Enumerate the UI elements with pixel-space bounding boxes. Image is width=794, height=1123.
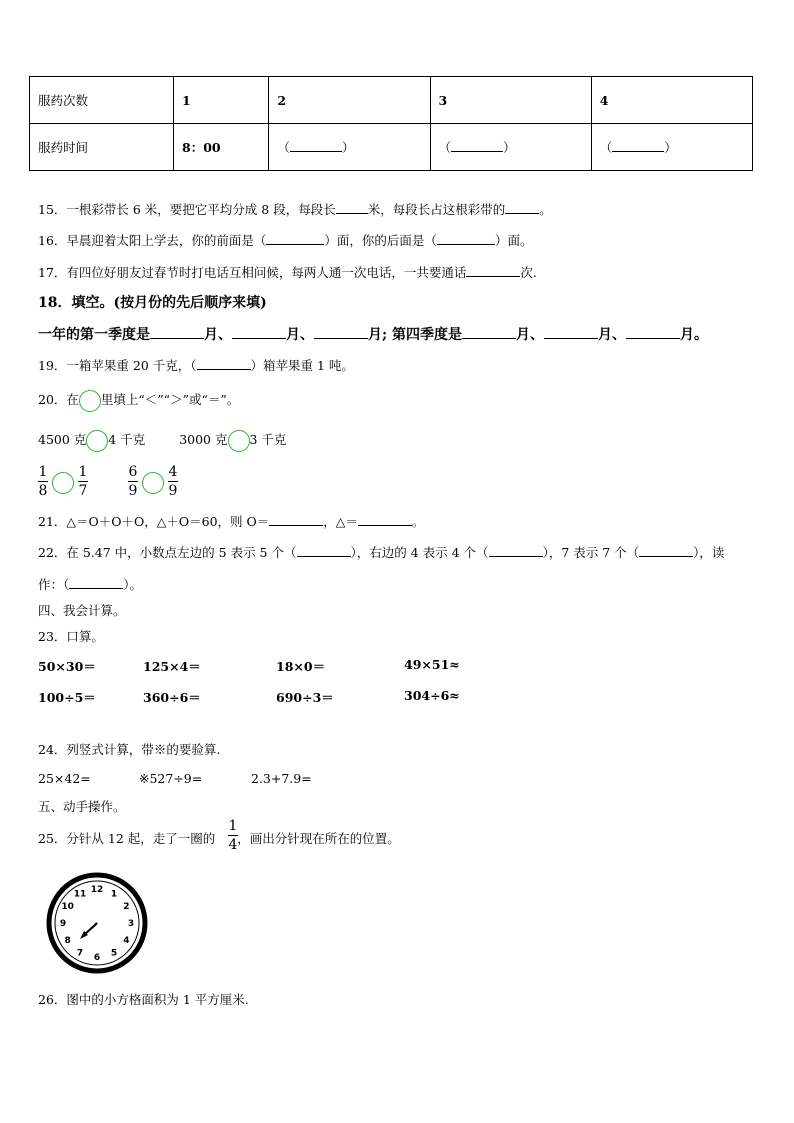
question-24-title: 24．列竖式计算，带※的要验算. [38,742,221,757]
compare-circle[interactable] [79,390,101,412]
answer-blank[interactable] [336,203,368,214]
calc-item: 50×30＝ [38,659,96,674]
table-cell: 8：00 [174,124,269,171]
answer-blank[interactable] [462,328,516,339]
table-cell: 2 [269,77,430,124]
answer-blank[interactable] [69,578,123,589]
answer-blank[interactable] [297,546,351,557]
question-17: 17．有四位好朋友过春节时打电话互相问候，每两人通一次电话，一共要通话 次. [38,265,537,280]
clock-face-icon [44,871,150,975]
section-heading: 五、动手操作。 [38,799,126,814]
calc-item: ※527÷9= [139,771,203,786]
fraction: 1 8 [38,464,48,499]
calc-item: 18×0＝ [276,659,326,674]
clock-number: 11 [73,889,87,900]
answer-blank[interactable] [626,328,680,339]
fraction: 6 9 [128,464,138,499]
answer-blank[interactable] [489,546,543,557]
question-16: 16．早晨迎着太阳上学去，你的前面是（ ）面，你的后面是（ ）面。 [38,233,533,248]
section-heading: 四、我会计算。 [38,603,126,618]
fraction: 4 9 [168,464,178,499]
clock-number: 10 [61,902,74,912]
answer-blank[interactable] [314,328,368,339]
table-row [30,124,753,171]
fraction: 1 4 [228,818,238,853]
calc-item: 25×42= [38,771,91,786]
calc-item: 125×4＝ [143,659,201,674]
clock-number: 4 [123,936,130,946]
clock-number: 9 [59,919,67,929]
answer-blank[interactable] [466,266,520,277]
calc-item: 690÷3＝ [276,690,334,705]
question-22-cont: 作：（ ）。 [38,577,143,592]
calc-item: 2.3+7.9= [251,771,312,786]
table-cell-blank[interactable]: （ ） [269,124,430,171]
table-cell: 3 [430,77,591,124]
question-20: 20．在 里填上“＜”“＞”或“＝”。 [38,388,239,412]
fraction: 1 7 [78,464,88,499]
table-cell-blank[interactable]: （ ） [430,124,591,171]
clock-number: 6 [93,953,101,963]
answer-blank[interactable] [266,234,324,245]
question-15: 15．一根彩带长 6 米，要把它平均分成 8 段，每段长 米，每段长占这根彩带的 。 [38,202,552,217]
calc-item: 100÷5＝ [38,690,96,705]
answer-blank[interactable] [639,546,693,557]
table-row [30,77,753,124]
compare-circle[interactable] [228,430,250,452]
question-25: 25．分针从 12 起，走了一圈的 ，画出分针现在所在的位置。 [38,831,400,846]
question-18-line: 一年的第一季度是 月、 月、 月; 第四季度是 月、 月、 月。 [38,327,709,343]
table-cell-blank[interactable]: （ ） [591,124,752,171]
question-21: 21．△＝O＋O＋O，△＋O＝60，则 O＝ ，△＝ 。 [38,514,425,529]
compare-circle[interactable] [142,472,164,494]
question-22: 22．在 5.47 中，小数点左边的 5 表示 5 个（ ），右边的 4 表示 4 个（ ），7 表示 7 个（ ），读 [38,545,725,560]
question-19: 19．一箱苹果重 20 千克，（ ）箱苹果重 1 吨。 [38,358,354,373]
table-cell: 服药次数 [30,77,174,124]
table-cell: 服药时间 [30,124,174,171]
compare-circle[interactable] [52,472,74,494]
clock-number: 12 [90,885,104,895]
answer-blank[interactable] [544,328,598,339]
clock-number: 2 [123,902,130,912]
answer-blank[interactable] [437,234,495,245]
answer-blank[interactable] [150,328,204,339]
clock-number: 8 [64,936,71,946]
answer-blank[interactable] [505,203,539,214]
question-18-title: 18．填空。(按月份的先后顺序来填) [38,295,267,311]
calc-item: 49×51≈ [404,657,460,672]
calc-item: 360÷6＝ [143,690,201,705]
answer-blank[interactable] [269,515,323,526]
question-26: 26．图中的小方格面积为 1 平方厘米. [38,992,249,1007]
answer-blank[interactable] [358,515,412,526]
clock-number: 1 [110,889,118,900]
answer-blank[interactable] [197,359,251,370]
question-20-row1: 4500 克 4 千克 3000 克 3 千克 [38,428,286,452]
clock-number: 3 [127,919,135,929]
compare-circle[interactable] [86,430,108,452]
clock-number: 5 [110,948,118,959]
clock-number: 7 [76,948,84,959]
table-cell: 4 [591,77,752,124]
calc-item: 304÷6≈ [404,688,460,703]
question-23-title: 23．口算。 [38,629,104,644]
answer-blank[interactable] [232,328,286,339]
medication-table [29,76,753,171]
table-cell: 1 [174,77,269,124]
